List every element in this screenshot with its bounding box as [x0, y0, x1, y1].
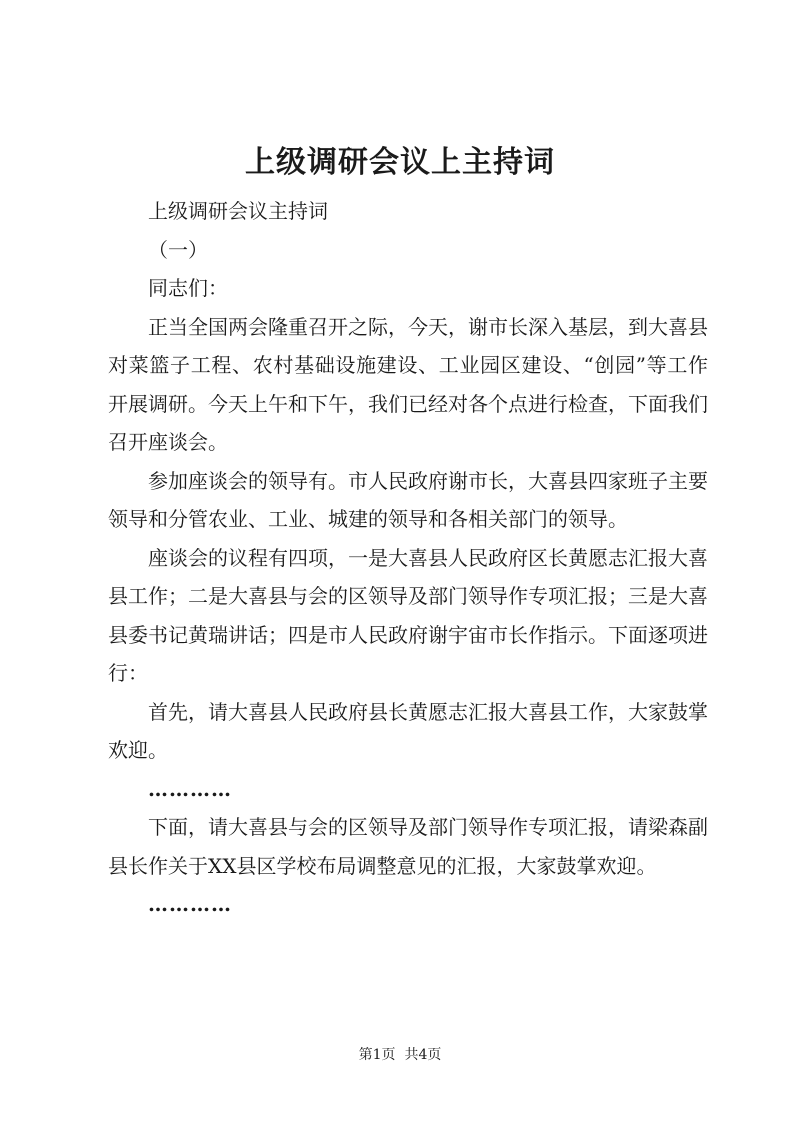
- body-paragraph: 正当全国两会隆重召开之际，今天，谢市长深入基层，到大喜县对菜篮子工程、农村基础设施建设、工业园区建设、“创园”等工作开展调研。今天上午和下午，我们已经对各个点进行检查，下面我们召开座谈会。: [108, 314, 708, 454]
- page-label-prefix: 第: [358, 1047, 373, 1063]
- body-paragraph: 下面，请大喜县与会的区领导及部门领导作专项汇报，请梁森副县长作关于XX县区学校布局调整意见的汇报，大家鼓掌欢迎。: [108, 815, 708, 878]
- body-paragraph: 座谈会的议程有四项，一是大喜县人民政府区长黄愿志汇报大喜县工作；二是大喜县与会的区领导及部门领导作专项汇报；三是大喜县委书记黄瑞讲话；四是市人民政府谢宇宙市长作指示。下面逐项进行：: [108, 545, 708, 685]
- document-body: [108, 192, 708, 924]
- page-footer: [0, 1045, 800, 1065]
- total-label-prefix: 共: [404, 1047, 419, 1063]
- document-title: 上级调研会议上主持词: [245, 145, 555, 180]
- salutation: 同志们：: [148, 276, 228, 300]
- section-number: （一）: [148, 237, 208, 262]
- total-pages-number: 4: [418, 1047, 428, 1063]
- page-label-suffix: 页: [381, 1047, 396, 1063]
- body-paragraph: 参加座谈会的领导有。市人民政府谢市长，大喜县四家班子主要领导和分管农业、工业、城建的领导和各相关部门的领导。: [108, 468, 708, 531]
- subtitle-paragraph: 上级调研会议主持词: [148, 199, 328, 223]
- total-label-suffix: 页: [427, 1047, 442, 1063]
- current-page-number: 1: [372, 1047, 382, 1063]
- ellipsis-line: …………: [148, 776, 232, 801]
- ellipsis-line: …………: [148, 892, 232, 916]
- body-paragraph: 首先，请大喜县人民政府县长黄愿志汇报大喜县工作，大家鼓掌欢迎。: [108, 699, 708, 762]
